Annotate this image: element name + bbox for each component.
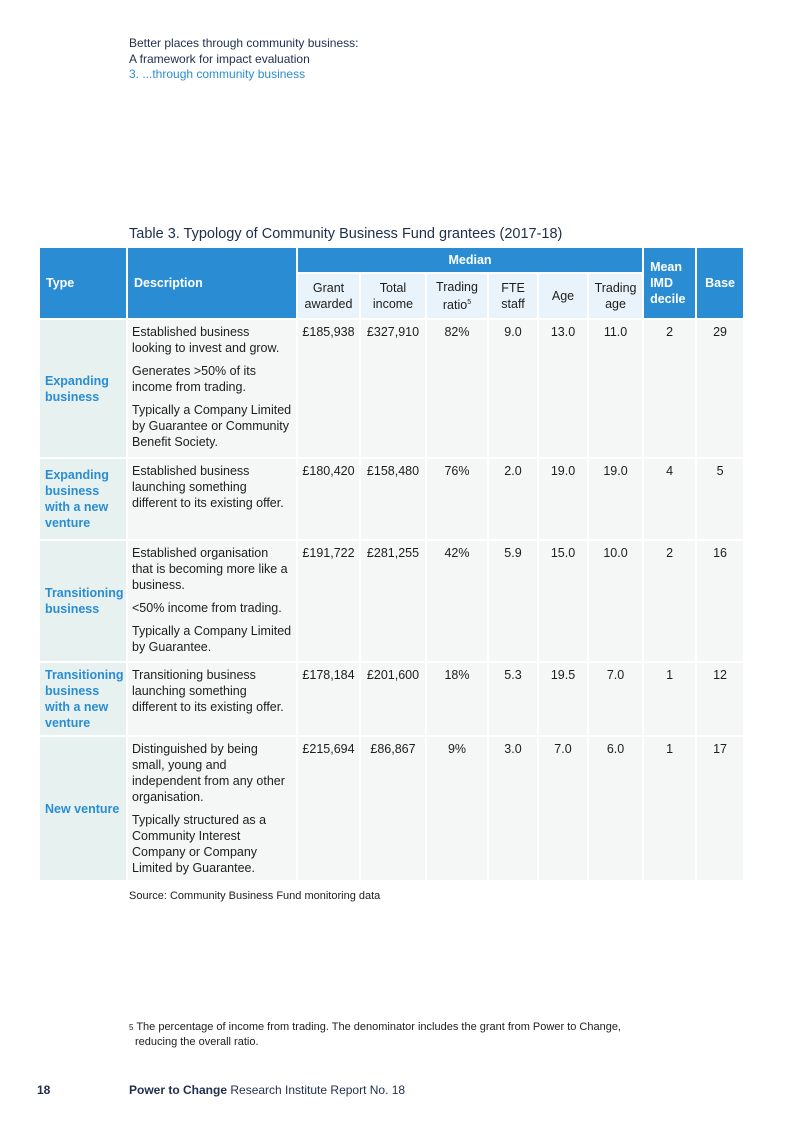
col-header-base: Base <box>697 248 743 318</box>
col-header-fte: FTE staff <box>489 274 537 318</box>
cell-income: £327,910 <box>361 320 425 457</box>
header-line-1: Better places through community business: <box>129 36 359 50</box>
row-description: Established organisation that is becoming more like a business. <50% income from trading. Typically a Company Limited by Guarantee. <box>128 541 296 661</box>
cell-imd: 2 <box>644 541 695 661</box>
cell-imd: 2 <box>644 320 695 457</box>
col-header-income: Total income <box>361 274 425 318</box>
col-header-median: Median <box>298 248 642 272</box>
row-description: Established business looking to invest and grow. Generates >50% of its income from trading. Typically a Company Limited by Guarantee or Community Benefit Society. <box>128 320 296 457</box>
row-type: Expanding business with a new venture <box>40 459 126 539</box>
cell-base: 17 <box>697 737 743 880</box>
table-title: Table 3. Typology of Community Business Fund grantees (2017-18) <box>129 226 563 242</box>
cell-income: £86,867 <box>361 737 425 880</box>
cell-imd: 1 <box>644 663 695 735</box>
cell-grant: £191,722 <box>298 541 359 661</box>
table-row <box>40 541 743 661</box>
footnote <box>129 1020 669 1050</box>
row-description: Established business launching something different to its existing offer. <box>128 459 296 539</box>
row-type: Transitioning business <box>40 541 126 661</box>
cell-imd: 4 <box>644 459 695 539</box>
table-row <box>40 663 743 735</box>
col-header-grant: Grant awarded <box>298 274 359 318</box>
col-header-description: Description <box>128 248 296 318</box>
cell-trading-age: 19.0 <box>589 459 642 539</box>
row-type: Expanding business <box>40 320 126 457</box>
cell-ratio: 82% <box>427 320 487 457</box>
cell-fte: 3.0 <box>489 737 537 880</box>
row-description: Transitioning business launching something different to its existing offer. <box>128 663 296 735</box>
cell-grant: £215,694 <box>298 737 359 880</box>
footnote-text-line-1: The percentage of income from trading. The denominator includes the grant from Power to Change, <box>136 1021 621 1033</box>
cell-age: 7.0 <box>539 737 587 880</box>
cell-base: 12 <box>697 663 743 735</box>
footnote-number: 5 <box>129 1023 134 1032</box>
table-row <box>40 737 743 880</box>
cell-income: £158,480 <box>361 459 425 539</box>
row-type: New venture <box>40 737 126 880</box>
table-row <box>40 320 743 457</box>
row-description: Distinguished by being small, young and independent from any other organisation. Typically structured as a Community Interest Company or Company Limited by Guarantee. <box>128 737 296 880</box>
cell-fte: 9.0 <box>489 320 537 457</box>
cell-base: 16 <box>697 541 743 661</box>
footnote-text-line-2: reducing the overall ratio. <box>135 1036 259 1048</box>
footer-report-name: Research Institute Report No. 18 <box>227 1083 406 1097</box>
cell-age: 13.0 <box>539 320 587 457</box>
cell-trading-age: 10.0 <box>589 541 642 661</box>
cell-trading-age: 11.0 <box>589 320 642 457</box>
page-number: 18 <box>37 1083 51 1097</box>
cell-trading-age: 7.0 <box>589 663 642 735</box>
col-header-imd: Mean IMD decile <box>644 248 695 318</box>
table-row <box>40 459 743 539</box>
cell-fte: 2.0 <box>489 459 537 539</box>
cell-ratio: 18% <box>427 663 487 735</box>
running-header <box>129 36 358 83</box>
col-header-type: Type <box>40 248 126 318</box>
col-header-trading-age: Trading age <box>589 274 642 318</box>
footer-org-name: Power to Change <box>129 1083 228 1097</box>
cell-base: 29 <box>697 320 743 457</box>
col-header-trading-ratio: Trading ratio$^5$ <box>427 274 487 318</box>
cell-grant: £185,938 <box>298 320 359 457</box>
cell-imd: 1 <box>644 737 695 880</box>
col-header-age: Age <box>539 274 587 318</box>
table-source-note: Source: Community Business Fund monitoring data <box>129 890 381 902</box>
cell-fte: 5.9 <box>489 541 537 661</box>
cell-trading-age: 6.0 <box>589 737 642 880</box>
cell-age: 19.5 <box>539 663 587 735</box>
cell-fte: 5.3 <box>489 663 537 735</box>
cell-ratio: 9% <box>427 737 487 880</box>
cell-income: £281,255 <box>361 541 425 661</box>
cell-ratio: 76% <box>427 459 487 539</box>
cell-grant: £180,420 <box>298 459 359 539</box>
cell-age: 15.0 <box>539 541 587 661</box>
typology-table <box>38 246 745 882</box>
cell-grant: £178,184 <box>298 663 359 735</box>
cell-base: 5 <box>697 459 743 539</box>
footer-report-title <box>129 1083 405 1097</box>
cell-income: £201,600 <box>361 663 425 735</box>
row-type: Transitioning business with a new venture <box>40 663 126 735</box>
cell-age: 19.0 <box>539 459 587 539</box>
header-section: 3. ...through community business <box>129 67 306 81</box>
cell-ratio: 42% <box>427 541 487 661</box>
header-line-2: A framework for impact evaluation <box>129 51 310 66</box>
